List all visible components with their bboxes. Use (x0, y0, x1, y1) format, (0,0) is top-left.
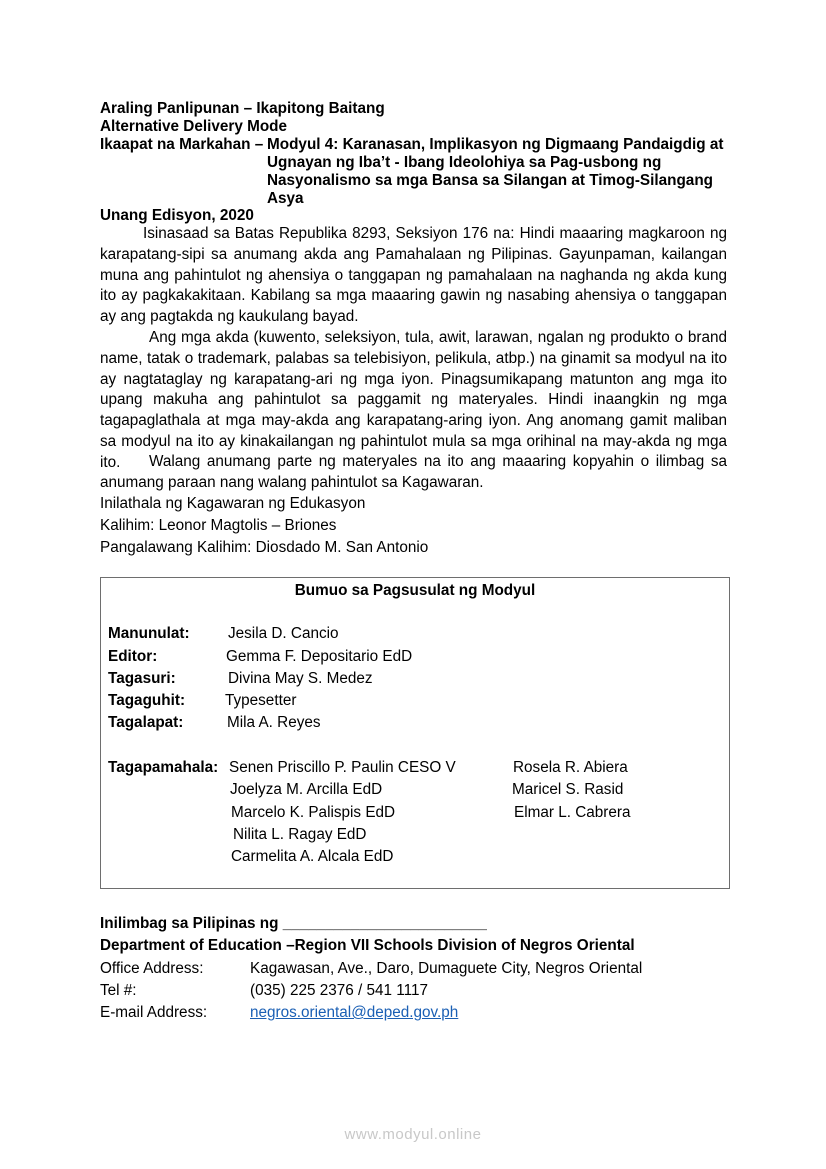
module-title-line-3: Nasyonalismo sa mga Bansa sa Silangan at Timog-Silangang (267, 172, 714, 189)
credit-label: Editor: (108, 648, 158, 665)
credit-label: Tagalapat: (108, 714, 184, 731)
tel-value: (035) 225 2376 / 541 1117 (250, 982, 429, 999)
credit-label: Manunulat: (108, 625, 190, 642)
manager-name: Carmelita A. Alcala EdD (231, 848, 394, 865)
manager-name: Joelyza M. Arcilla EdD (230, 781, 383, 798)
published-by: Inilathala ng Kagawaran ng Edukasyon (100, 495, 366, 512)
credit-name: Typesetter (225, 692, 297, 709)
manager-name: Nilita L. Ragay EdD (233, 826, 367, 843)
copyright-paragraph-1: Isinasaad sa Batas Republika 8293, Seksiyon 176 na: Hindi maaaring magkaroon ng karapatang-sipi sa anumang akda ang Pamahalaan ng Pilipinas. Gayunpaman, kailangan muna ang pahintulot ng ahensiya o tanggapan ng pamahalaan na naghanda ng akda kung ito ay pagkakakitaan. Kabilang sa mga maaaring gawin ng nasabing ahensiya o tanggapan ay ang pagtakda ng kaukulang bayad. (100, 225, 727, 326)
secretary: Kalihim: Leonor Magtolis – Briones (100, 517, 337, 534)
tel-label: Tel #: (100, 982, 137, 999)
credit-label: Tagasuri: (108, 670, 176, 687)
credit-label: Tagaguhit: (108, 692, 186, 709)
copyright-paragraph-3: Walang anumang parte ng materyales na ito ang maaaring kopyahin o ilimbag sa anumang paraan nang walang pahintulot sa Kagawaran. (100, 453, 727, 491)
credit-name: Mila A. Reyes (227, 714, 321, 731)
printed-in: Inilimbag sa Pilipinas ng ________________________ (100, 915, 487, 932)
manager-name: Rosela R. Abiera (513, 759, 628, 776)
manager-name: Elmar L. Cabrera (514, 804, 631, 821)
subject-grade-title: Araling Panlipunan – Ikapitong Baitang (100, 100, 385, 117)
email-link[interactable]: negros.oriental@deped.gov.ph (250, 1004, 459, 1021)
manager-name: Marcelo K. Palispis EdD (231, 804, 396, 821)
copyright-paragraph-2: Ang mga akda (kuwento, seleksiyon, tula, awit, larawan, ngalan ng produkto o brand name, tatak o trademark, palabas sa telebisiyon, pelikula, atbp.) na ginamit sa modyul na ito ay nagtataglay ng karapatang-ari ng mga iyon. Pinagsumikapang matunton ang mga ito upang makuha ang pahintulot sa paggamit ng materyales. Hindi inaangkin ng mga tagapaglathala at mga may-akda ang karapatang-aring iyon. Ang anomang gamit maliban sa modyul na ito ay kinakailangan ng pahintulot mula sa mga orihinal na may-akda ng mga ito. (100, 329, 727, 471)
office-address-value: Kagawasan, Ave., Daro, Dumaguete City, Negros Oriental (250, 960, 643, 977)
credit-name: Divina May S. Medez (228, 670, 373, 687)
management-label: Tagapamahala: (108, 759, 219, 776)
credits-box (100, 577, 730, 889)
delivery-mode: Alternative Delivery Mode (100, 118, 288, 135)
manager-name: Senen Priscillo P. Paulin CESO V (229, 759, 456, 776)
watermark: www.modyul.online (344, 1126, 482, 1143)
module-title-line-1: Modyul 4: Karanasan, Implikasyon ng Digmaang Pandaigdig at (267, 136, 724, 153)
manager-name: Maricel S. Rasid (512, 781, 624, 798)
credit-name: Jesila D. Cancio (228, 625, 339, 642)
credits-box-title: Bumuo sa Pagsusulat ng Modyul (294, 582, 536, 599)
undersecretary: Pangalawang Kalihim: Diosdado M. San Antonio (100, 539, 429, 556)
credit-name: Gemma F. Depositario EdD (226, 648, 413, 665)
module-title-line-4: Asya (267, 190, 304, 207)
quarter-label: Ikaapat na Markahan – (100, 136, 264, 153)
office-address-label: Office Address: (100, 960, 204, 977)
department-name: Department of Education –Region VII Schools Division of Negros Oriental (100, 937, 635, 954)
email-label: E-mail Address: (100, 1004, 208, 1021)
module-title-line-2: Ugnayan ng Iba’t - Ibang Ideolohiya sa Pag-usbong ng (267, 154, 662, 171)
edition: Unang Edisyon, 2020 (100, 207, 254, 224)
